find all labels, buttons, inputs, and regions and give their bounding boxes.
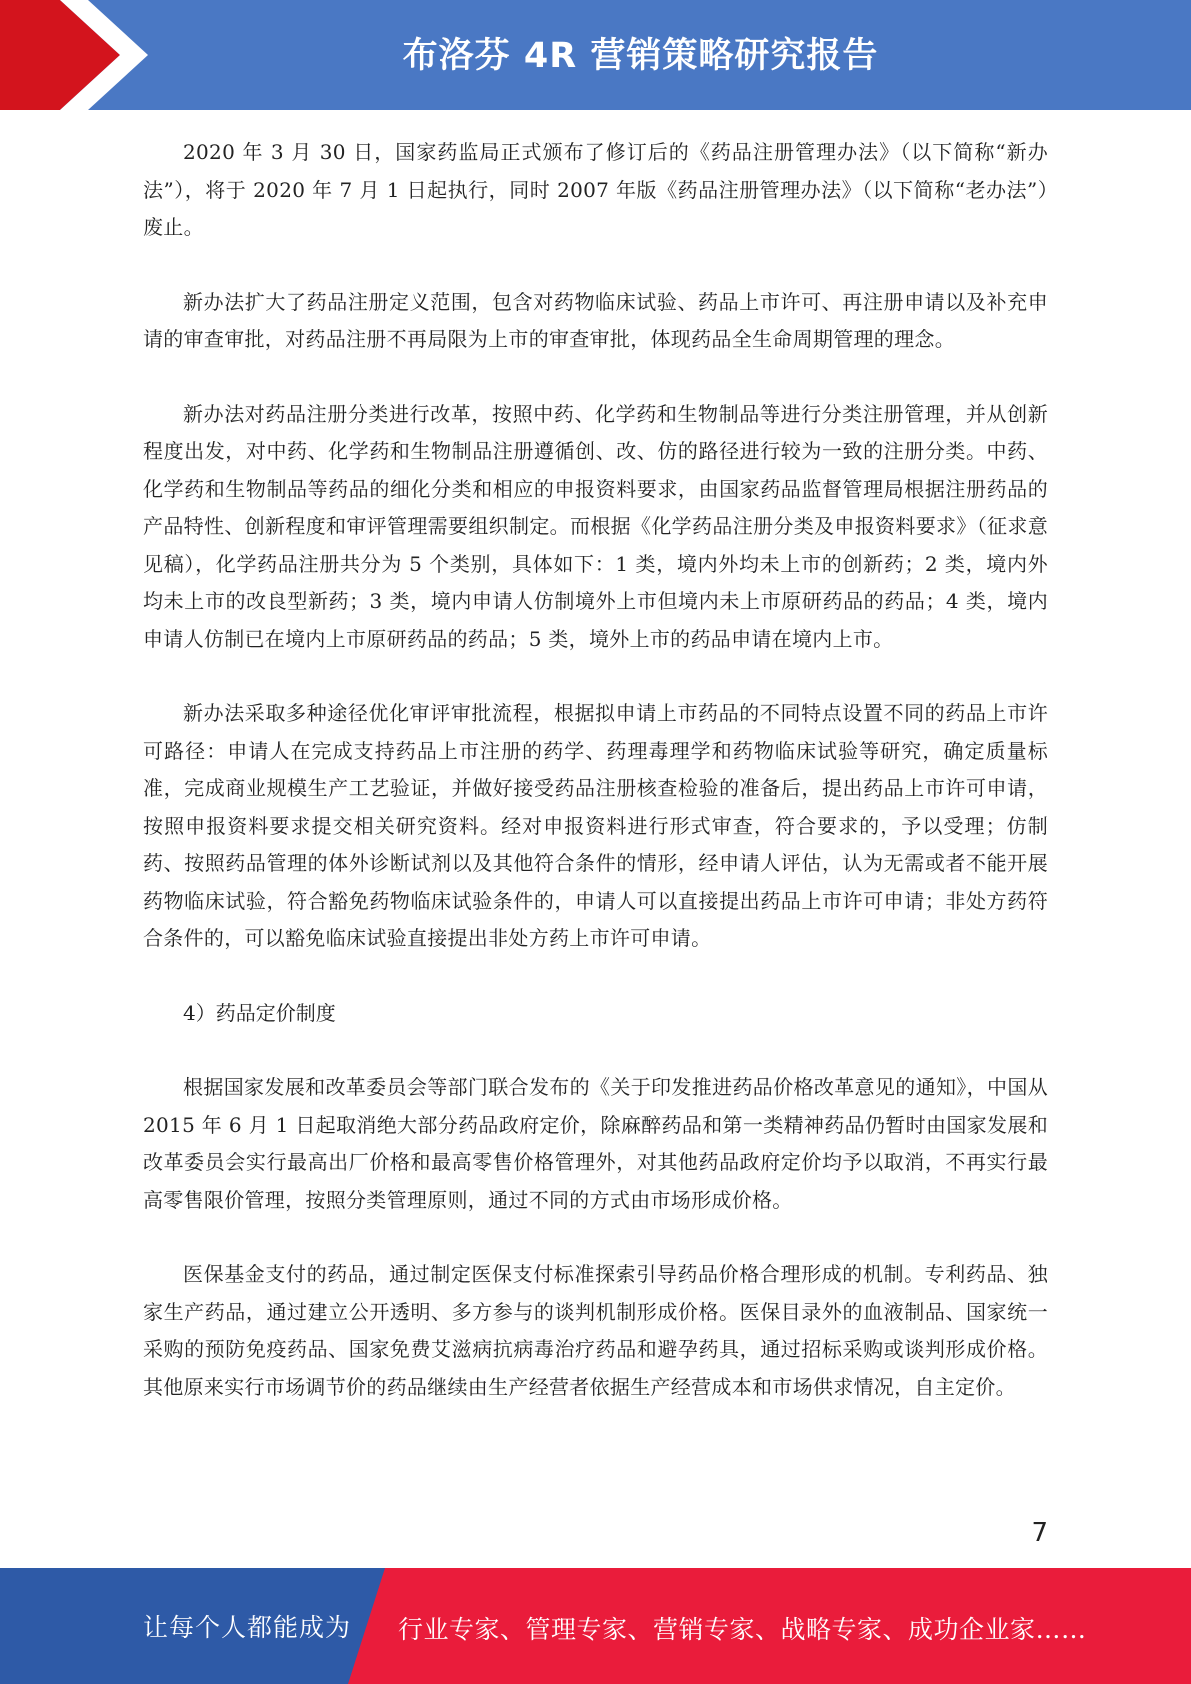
section-subheading: 4）药品定价制度 — [183, 1000, 336, 1025]
page-number: 7 — [1031, 1518, 1048, 1548]
footer-slogan-right: 行业专家、管理专家、营销专家、战略专家、成功企业家…… — [398, 1615, 1087, 1644]
page-footer — [0, 1568, 1191, 1684]
paragraph: 新办法采取多种途径优化审评审批流程，根据拟申请上市药品的不同特点设置不同的药品上市许可路径：申请人在完成支持药品上市注册的药学、药理毒理学和药物临床试验等研究，确定质量标准，完成商业规模生产工艺验证，并做好接受药品注册核查检验的准备后，提出药品上市许可申请，按照申报资料要求提交相关研究资料。经对申报资料进行形式审查，符合要求的，予以受理；仿制药、按照药品管理的体外诊断试剂以及其他符合条件的情形，经申请人评估，认为无需或者不能开展药物临床试验，符合豁免药物临床试验条件的，申请人可以直接提出药品上市许可申请；非处方药符合条件的，可以豁免临床试验直接提出非处方药上市许可申请。 — [143, 701, 1048, 950]
footer-slogan-left: 让每个人都能成为 — [143, 1613, 352, 1642]
paragraph: 新办法扩大了药品注册定义范围，包含对药物临床试验、药品上市许可、再注册申请以及补充申请的审查审批，对药品注册不再局限为上市的审查审批，体现药品全生命周期管理的理念。 — [143, 289, 1048, 351]
paragraph: 根据国家发展和改革委员会等部门联合发布的《关于印发推进药品价格改革意见的通知》，中国从 2015 年 6 月 1 日起取消绝大部分药品政府定价，除麻醉药品和第一类精神药品仍暂时由国家发展和改革委员会实行最高出厂价格和最高零售价格管理外，对其他药品政府定价均予以取消，不再实行最高零售限价管理，按照分类管理原则，通过不同的方式由市场形成价格。 — [143, 1075, 1048, 1212]
document-body — [143, 134, 1048, 1443]
paragraph: 医保基金支付的药品，通过制定医保支付标准探索引导药品价格合理形成的机制。专利药品、独家生产药品，通过建立公开透明、多方参与的谈判机制形成价格。医保目录外的血液制品、国家统一采购的预防免疫药品、国家免费艾滋病抗病毒治疗药品和避孕药具，通过招标采购或谈判形成价格。其他原来实行市场调节价的药品继续由生产经营者依据生产经营成本和市场供求情况，自主定价。 — [143, 1262, 1048, 1399]
paragraph: 新办法对药品注册分类进行改革，按照中药、化学药和生物制品等进行分类注册管理，并从创新程度出发，对中药、化学药和生物制品注册遵循创、改、仿的路径进行较为一致的注册分类。中药、化学药和生物制品等药品的细化分类和相应的申报资料要求，由国家药品监督管理局根据注册药品的产品特性、创新程度和审评管理需要组织制定。而根据《化学药品注册分类及申报资料要求》（征求意见稿），化学药品注册共分为 5 个类别，具体如下：1 类，境内外均未上市的创新药；2 类，境内外均未上市的改良型新药；3 类，境内申请人仿制境外上市但境内未上市原研药品的药品；4 类，境内申请人仿制已在境内上市原研药品的药品；5 类，境外上市的药品申请在境内上市。 — [143, 401, 1048, 651]
page-header — [0, 0, 1191, 110]
paragraph: 2020 年 3 月 30 日，国家药监局正式颁布了修订后的《药品注册管理办法》（以下简称“新办法”），将于 2020 年 7 月 1 日起执行，同时 2007 年版《药品注册管理办法》（以下简称“老办法”）废止。 — [143, 140, 1048, 239]
report-title: 布洛芬 4R 营销策略研究报告 — [402, 36, 879, 76]
